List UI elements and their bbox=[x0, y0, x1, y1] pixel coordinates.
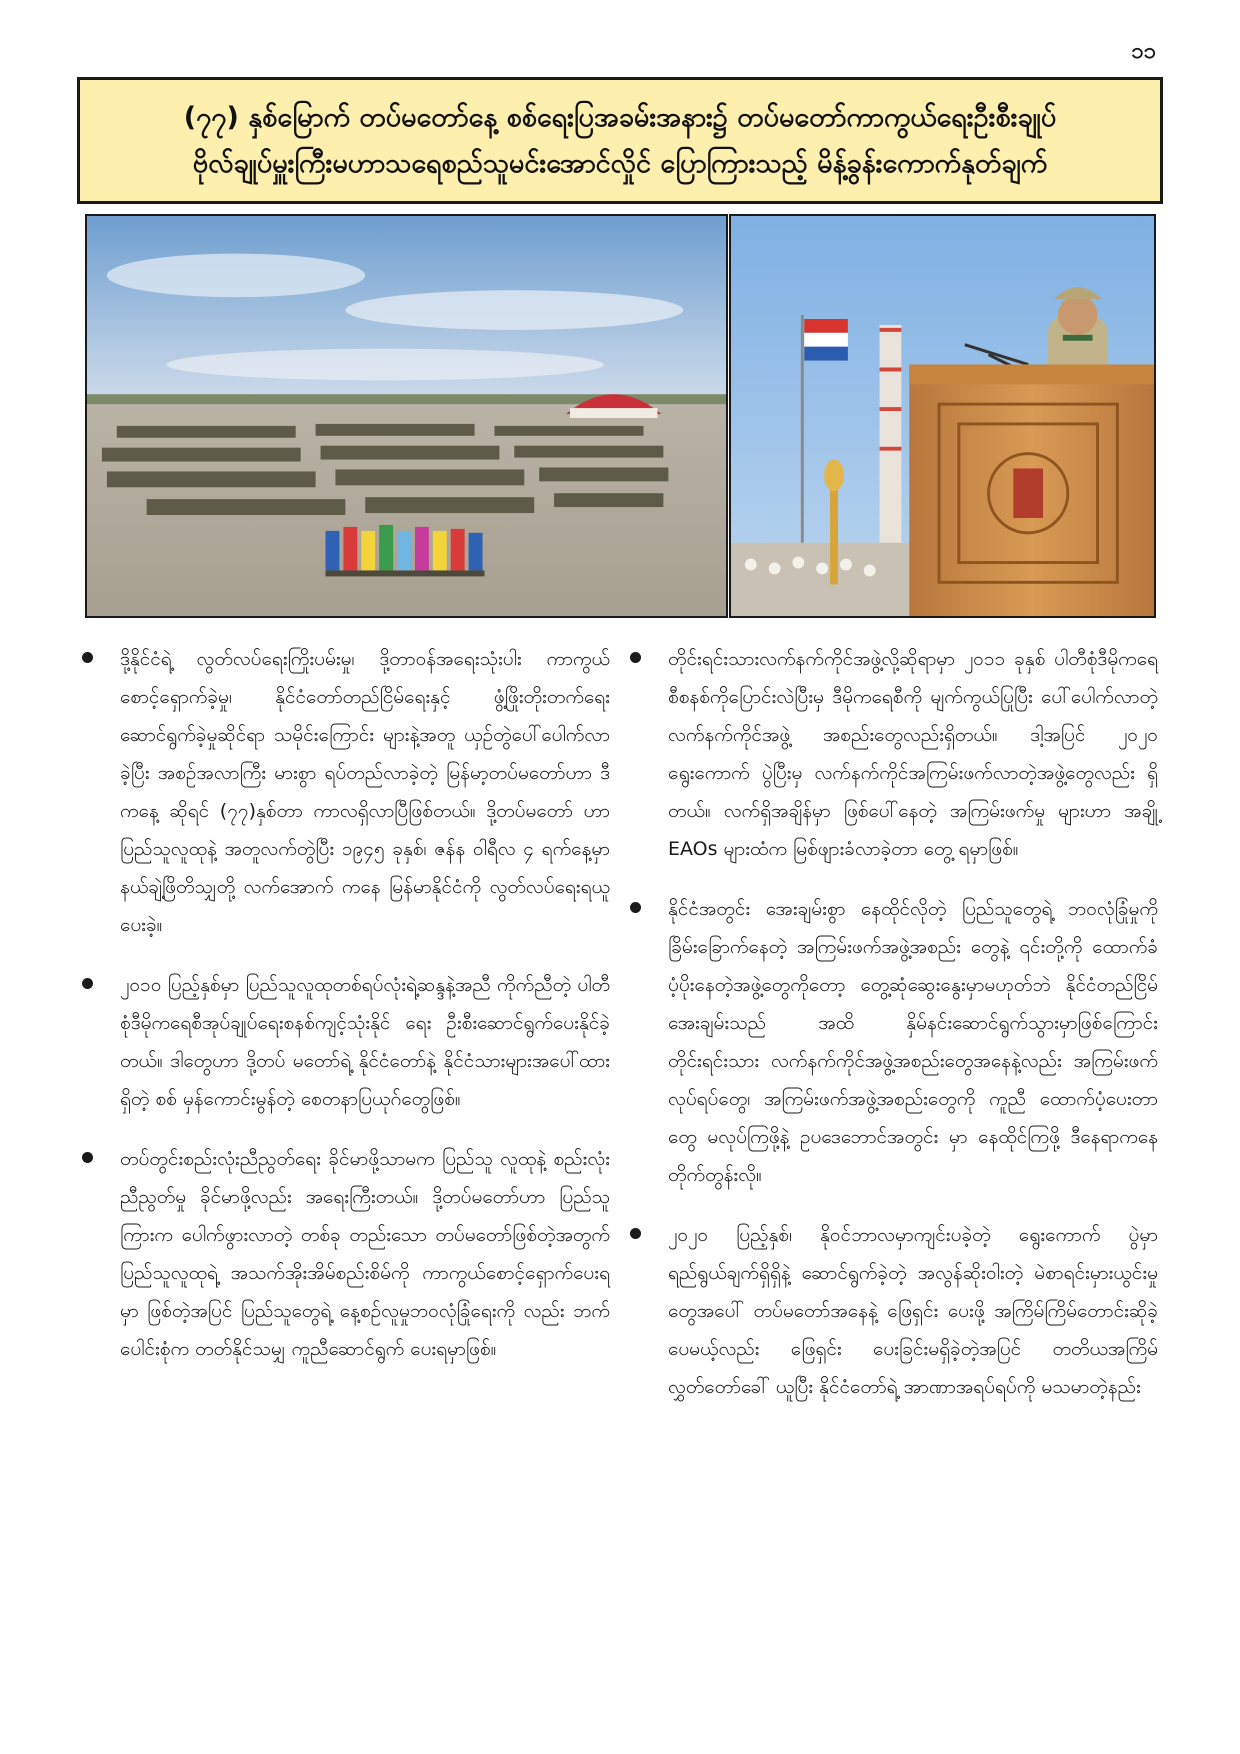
title-line-2: ဗိုလ်ချုပ်မှူးကြီးမဟာသရေစည်သူမင်းအောင်လှိုင် ပြောကြားသည့် မိန့်ခွန်းကောက်နုတ်ချက် bbox=[192, 147, 1048, 179]
title-box bbox=[77, 77, 1163, 204]
page-number: ၁၁ bbox=[1131, 39, 1156, 64]
bullet-item bbox=[628, 1216, 1158, 1406]
bullet-item bbox=[628, 640, 1158, 868]
bullet-text: ဒို့နိုင်ငံရဲ့ လွတ်လပ်ရေးကြိုးပမ်းမှု၊ ဒို့တာဝန်အရေးသုံးပါး ကာကွယ်စောင့်ရှောက်ခဲ့မှု၊ နိုင်ငံတော်တည်ငြိမ်ရေးနှင့် ဖွံ့ဖြိုးတိုးတက်ရေးဆောင်ရွက်ခဲ့မှုဆိုင်ရာ သမိုင်းကြောင်း များနဲ့အတူ ယှဉ်တွဲပေါ်ပေါက်လာခဲ့ပြီး အစဉ်အလာကြီး မားစွာ ရပ်တည်လာခဲ့တဲ့ မြန်မာ့တပ်မတော်ဟာ ဒီကနေ့ ဆိုရင် (၇၇)နှစ်တာ ကာလရှိလာပြီဖြစ်တယ်။ ဒို့တပ်မတော် ဟာ ပြည်သူလူထုနဲ့ အတူလက်တွဲပြီး ၁၉၄၅ ခုနှစ်၊ ဇန်န ဝါရီလ ၄ ရက်နေ့မှာ နယ်ချဲ့ဖြိတိသျှတို့ လက်အောက် ကနေ မြန်မာနိုင်ငံကို လွတ်လပ်ရေးရယူပေးခဲ့။ bbox=[120, 648, 610, 936]
bullet-dot bbox=[82, 652, 93, 663]
bullet-item bbox=[80, 640, 610, 944]
title-line-1: (၇၇) နှစ်မြောက် တပ်မတော်နေ့ စစ်ရေးပြအခမ်းအနား၌ တပ်မတော်ကာကွယ်ရေးဦးစီးချုပ် bbox=[183, 101, 1057, 133]
bullet-dot bbox=[630, 902, 641, 913]
bullet-item bbox=[80, 1140, 610, 1368]
bullet-text: တပ်တွင်းစည်းလုံးညီညွတ်ရေး ခိုင်မာဖို့သာမက ပြည်သူ လူထုနဲ့ စည်းလုံးညီညွတ်မှု ခိုင်မာဖို့လည်း အရေးကြီးတယ်။ ဒို့တပ်မတော်ဟာ ပြည်သူကြားက ပေါက်ဖွားလာတဲ့ တစ်ခု တည်းသော တပ်မတော်ဖြစ်တဲ့အတွက် ပြည်သူလူထုရဲ့ အသက်အိုးအိမ်စည်းစိမ်ကို ကာကွယ်စောင့်ရှောက်ပေးရမှာ ဖြစ်တဲ့အပြင် ပြည်သူတွေရဲ့ နေ့စဉ်လူမှုဘဝလုံခြုံရေးကို လည်း ဘက်ပေါင်းစုံက တတ်နိုင်သမျှ ကူညီဆောင်ရွက် ပေးရမှာဖြစ်။ bbox=[120, 1148, 610, 1360]
bullet-text: တိုင်းရင်းသားလက်နက်ကိုင်အဖွဲ့လို့ဆိုရာမှာ ၂၀၁၁ ခုနှစ် ပါတီစုံဒီမိုကရေစီစနစ်ကိုပြောင်းလဲပြီးမှ ဒီမိုကရေစီကို မျက်ကွယ်ပြုပြီး ပေါ်ပေါက်လာတဲ့ လက်နက်ကိုင်အဖွဲ့ အစည်းတွေလည်းရှိတယ်။ ဒါ့အပြင် ၂၀၂၀ ရွေးကောက် ပွဲပြီးမှ လက်နက်ကိုင်အကြမ်းဖက်လာတဲ့အဖွဲ့တွေလည်း ရှိတယ်။ လက်ရှိအချိန်မှာ ဖြစ်ပေါ်နေတဲ့ အကြမ်းဖက်မှု များဟာ အချို့ EAOs များထံက မြစ်ဖျားခံလာခဲ့တာ တွေ့ ရမှာဖြစ်။ bbox=[668, 648, 1158, 860]
bullet-text: ၂၀၂၀ ပြည့်နှစ်၊ နိုဝင်ဘာလမှာကျင်းပခဲ့တဲ့ ရွေးကောက် ပွဲမှာ ရည်ရွယ်ချက်ရှိရှိနဲ့ ဆောင်ရွက်ခဲ့တဲ့ အလွန်ဆိုးဝါးတဲ့ မဲစာရင်းမှားယွင်းမှုတွေအပေါ် တပ်မတော်အနေနဲ့ ဖြေရှင်း ပေးဖို့ အကြိမ်ကြိမ်တောင်းဆိုခဲ့ပေမယ့်လည်း ဖြေရှင်း ပေးခြင်းမရှိခဲ့တဲ့အပြင် တတိယအကြိမ် လွှတ်တော်ခေါ် ယူပြီး နိုင်ငံတော်ရဲ့ အာဏာအရပ်ရပ်ကို မသမာတဲ့နည်း bbox=[668, 1224, 1158, 1398]
parade-photo bbox=[85, 214, 728, 618]
left-column bbox=[80, 640, 610, 1390]
bullet-dot bbox=[630, 652, 641, 663]
bullet-item bbox=[628, 890, 1158, 1194]
bullet-text: နိုင်ငံအတွင်း အေးချမ်းစွာ နေထိုင်လိုတဲ့ ပြည်သူတွေရဲ့ ဘဝလုံခြုံမှုကို ခြိမ်းခြောက်နေတဲ့ အကြမ်းဖက်အဖွဲ့အစည်း တွေနဲ့ ၎င်းတို့ကို ထောက်ခံပံ့ပိုးနေတဲ့အဖွဲ့တွေကိုတော့ တွေ့ဆုံဆွေးနွေးမှာမဟုတ်ဘဲ နိုင်ငံတည်ငြိမ်အေးချမ်းသည် အထိ နှိမ်နင်းဆောင်ရွက်သွားမှာဖြစ်ကြောင်း တိုင်းရင်းသား လက်နက်ကိုင်အဖွဲ့အစည်းတွေအနေနဲ့လည်း အကြမ်းဖက် လုပ်ရပ်တွေ၊ အကြမ်းဖက်အဖွဲ့အစည်းတွေကို ကူညီ ထောက်ပံ့ပေးတာတွေ မလုပ်ကြဖို့နဲ့ ဥပဒေဘောင်အတွင်း မှာ နေထိုင်ကြဖို့ ဒီနေရာကနေ တိုက်တွန်းလို။ bbox=[668, 898, 1158, 1186]
bullet-dot bbox=[630, 1228, 641, 1239]
bullet-dot bbox=[82, 978, 93, 989]
speaker-photo bbox=[729, 214, 1156, 618]
bullet-item bbox=[80, 966, 610, 1118]
bullet-dot bbox=[82, 1152, 93, 1163]
right-column bbox=[628, 640, 1158, 1428]
bullet-text: ၂၀၁၀ ပြည့်နှစ်မှာ ပြည်သူလူထုတစ်ရပ်လုံးရဲ့ဆန္ဒနဲ့အညီ ကိုက်ညီတဲ့ ပါတီစုံဒီမိုကရေစီအုပ်ချုပ်ရေးစနစ်ကျင့်သုံးနိုင် ရေး ဦးစီးဆောင်ရွက်ပေးနိုင်ခဲ့တယ်။ ဒါတွေဟာ ဒို့တပ် မတော်ရဲ့ နိုင်ငံတော်နဲ့ နိုင်ငံသားများအပေါ်ထားရှိတဲ့ စစ် မှန်ကောင်းမွန်တဲ့ စေတနာပြယုဂ်တွေဖြစ်။ bbox=[120, 974, 610, 1110]
